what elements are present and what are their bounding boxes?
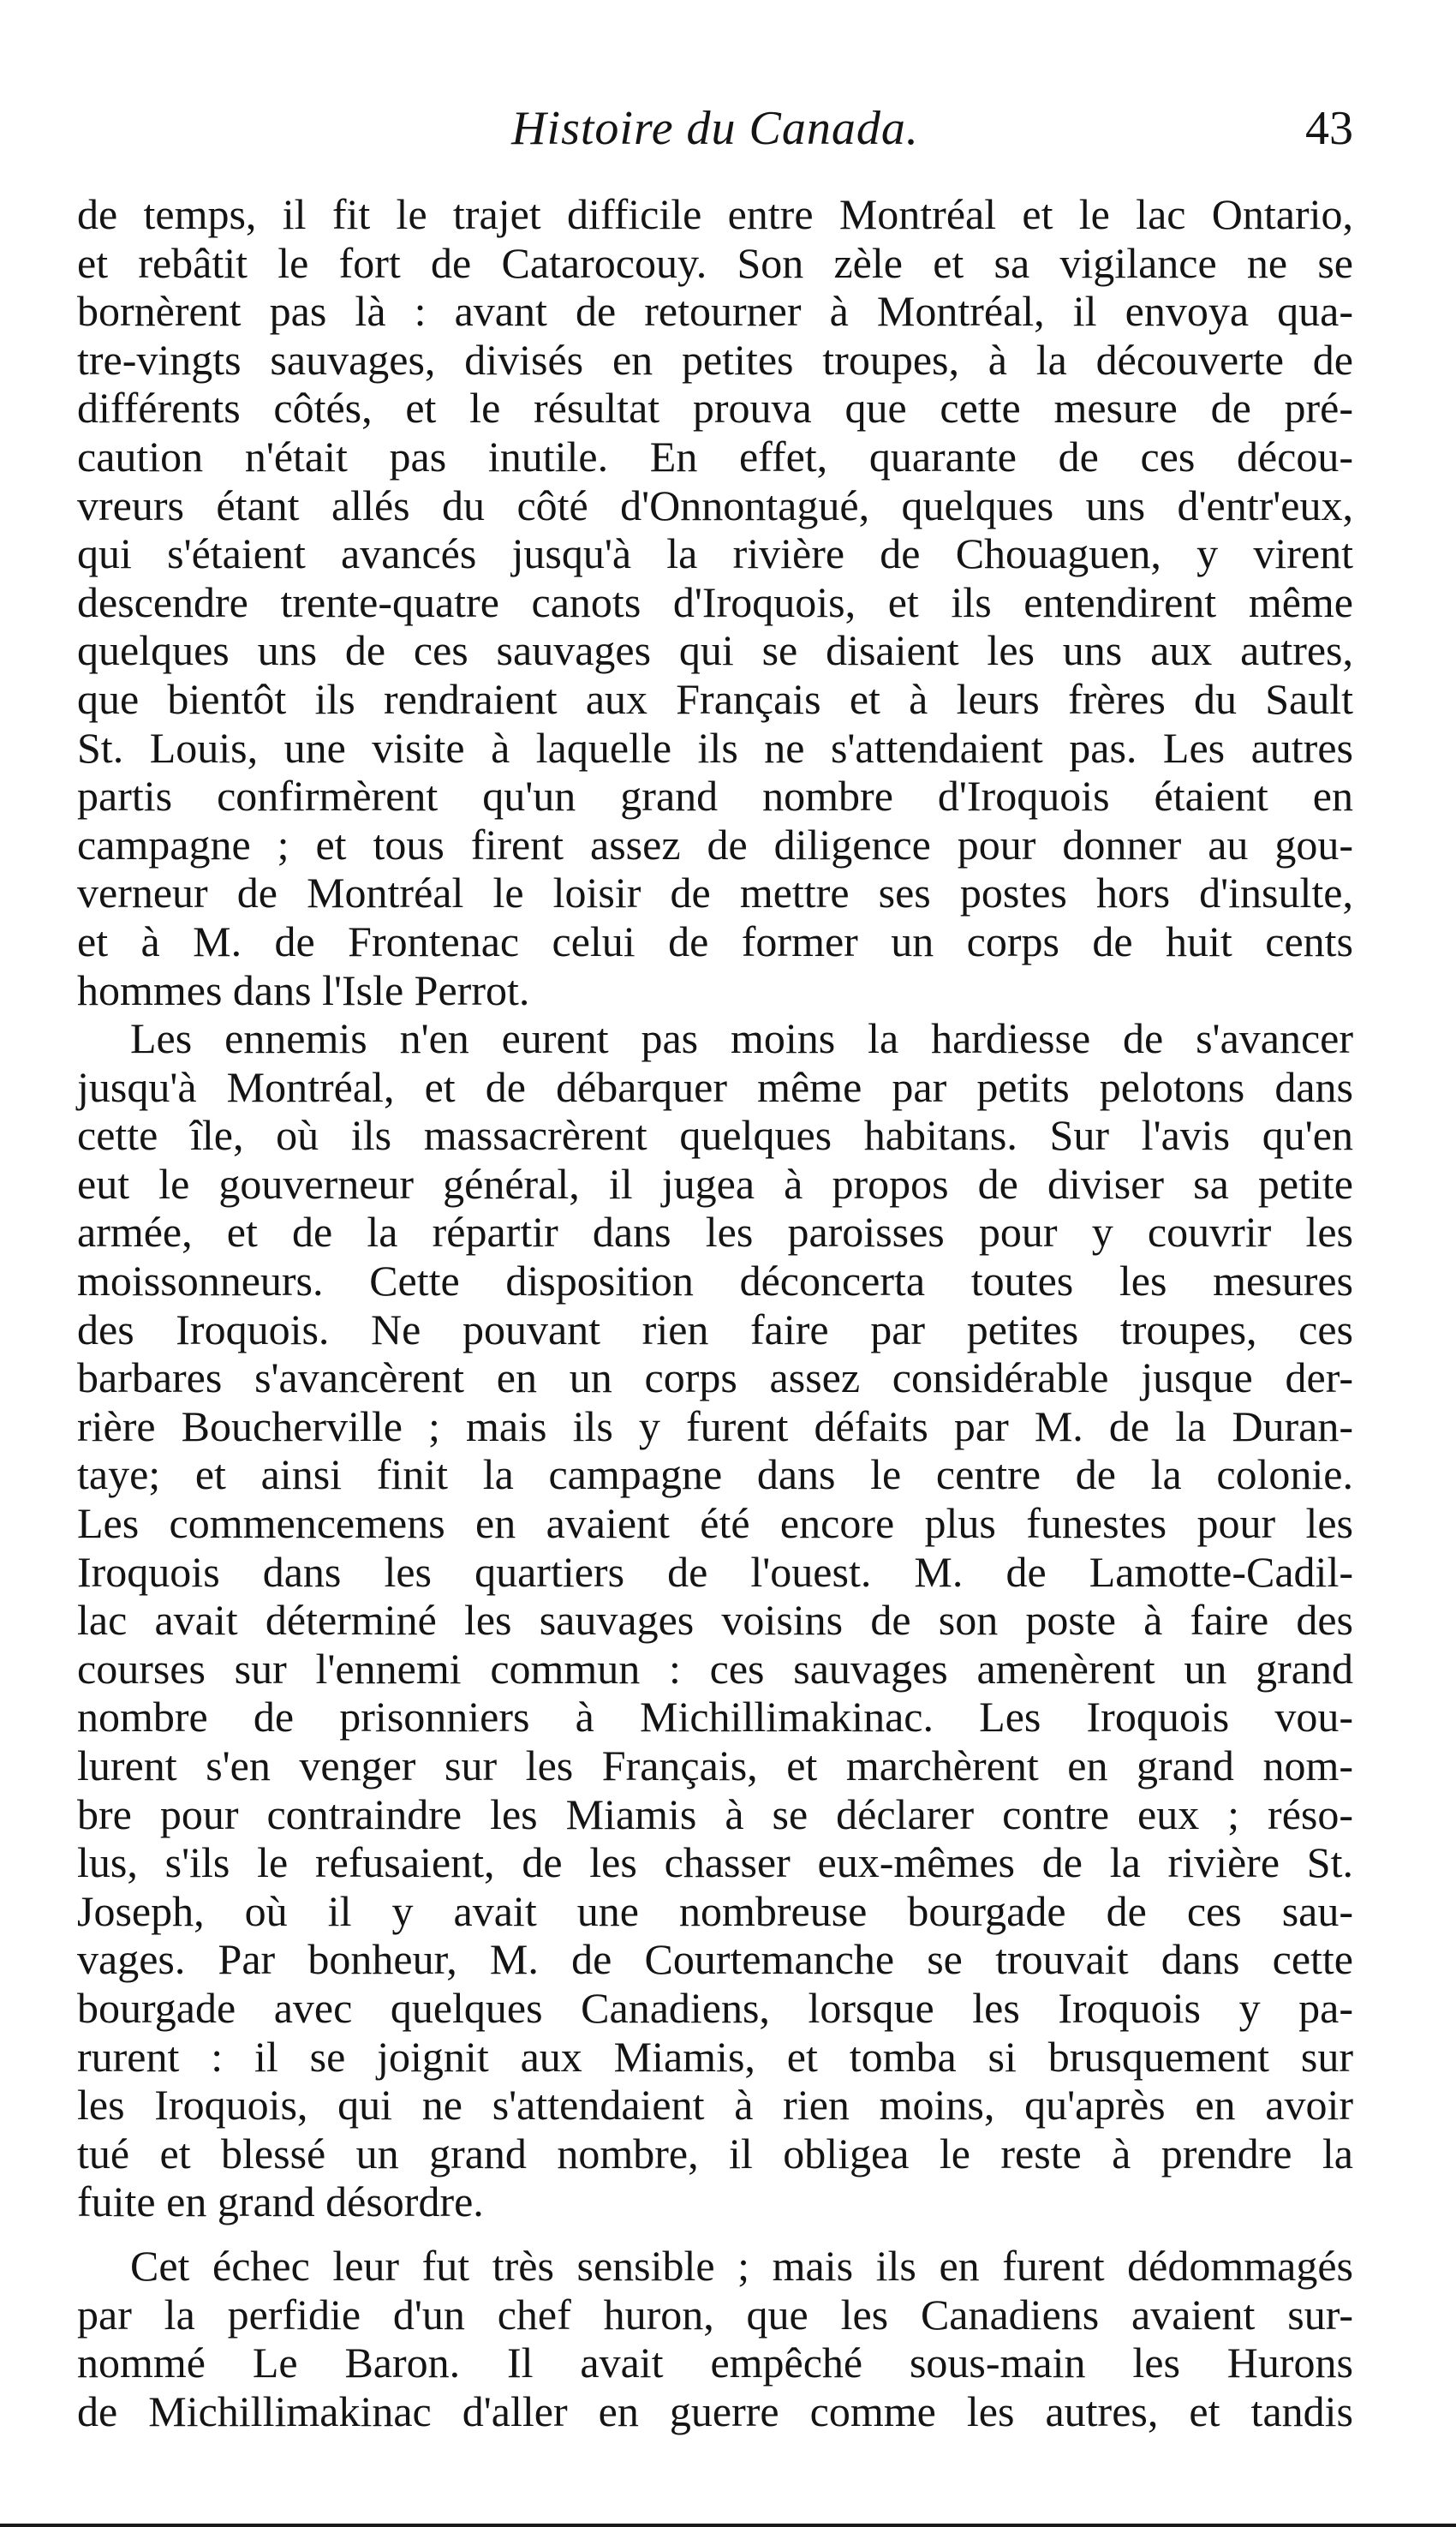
text-line: rurent : il se joignit aux Miamis, et tomba si brusquement sur bbox=[77, 2032, 1353, 2081]
text-line: vreurs étant allés du côté d'Onnontagué, quelques uns d'entr'eux, bbox=[77, 481, 1353, 529]
running-title: Histoire du Canada. bbox=[511, 102, 919, 155]
text-line: campagne ; et tous firent assez de diligence pour donner au gou- bbox=[77, 820, 1353, 869]
text-line: de Michillimakinac d'aller en guerre comme les autres, et tandis bbox=[77, 2387, 1353, 2435]
text-line: barbares s'avancèrent en un corps assez considérable jusque der- bbox=[77, 1353, 1353, 1402]
paragraph-gap bbox=[77, 2226, 1353, 2242]
text-line: jusqu'à Montréal, et de débarquer même par petits pelotons dans bbox=[77, 1062, 1353, 1111]
text-line: Iroquois dans les quartiers de l'ouest. M. de Lamotte-Cadil- bbox=[77, 1547, 1353, 1596]
paragraph bbox=[77, 190, 1353, 1014]
text-line: de temps, il fit le trajet difficile entre Montréal et le lac Ontario, bbox=[77, 190, 1353, 238]
text-line: bre pour contraindre les Miamis à se déclarer contre eux ; réso- bbox=[77, 1789, 1353, 1838]
text-line: moissonneurs. Cette disposition déconcerta toutes les mesures bbox=[77, 1257, 1353, 1305]
text-line: que bientôt ils rendraient aux Français et à leurs frères du Sault bbox=[77, 674, 1353, 723]
body-text bbox=[77, 190, 1353, 2435]
text-line: rière Boucherville ; mais ils y furent défaits par M. de la Duran- bbox=[77, 1401, 1353, 1450]
text-line: Les ennemis n'en eurent pas moins la hardiesse de s'avancer bbox=[130, 1014, 1353, 1063]
text-line: verneur de Montréal le loisir de mettre ses postes hors d'insulte, bbox=[77, 869, 1353, 917]
text-line: et à M. de Frontenac celui de former un corps de huit cents bbox=[77, 917, 1353, 965]
text-line: Joseph, où il y avait une nombreuse bourgade de ces sau- bbox=[77, 1886, 1353, 1935]
text-line: courses sur l'ennemi commun : ces sauvages amenèrent un grand bbox=[77, 1644, 1353, 1693]
text-line: St. Louis, une visite à laquelle ils ne s'attendaient pas. Les autres bbox=[77, 723, 1353, 772]
text-line: vages. Par bonheur, M. de Courtemanche se trouvait dans cette bbox=[77, 1935, 1353, 1984]
text-line: lus, s'ils le refusaient, de les chasser eux-mêmes de la rivière St. bbox=[77, 1838, 1353, 1887]
text-line: cette île, où ils massacrèrent quelques habitans. Sur l'avis qu'en bbox=[77, 1111, 1353, 1160]
page-edge-divider bbox=[0, 2524, 1456, 2527]
text-line: tué et blessé un grand nombre, il obligea le reste à prendre la bbox=[77, 2129, 1353, 2178]
text-line: lurent s'en venger sur les Français, et marchèrent en grand nom- bbox=[77, 1741, 1353, 1789]
text-line: hommes dans l'Isle Perrot. bbox=[77, 965, 530, 1014]
page-number: 43 bbox=[1305, 102, 1353, 155]
text-line: eut le gouverneur général, il jugea à propos de diviser sa petite bbox=[77, 1159, 1353, 1208]
text-line: les Iroquois, qui ne s'attendaient à rien moins, qu'après en avoir bbox=[77, 2081, 1353, 2130]
text-line: partis confirmèrent qu'un grand nombre d'Iroquois étaient en bbox=[77, 772, 1353, 821]
text-line: descendre trente-quatre canots d'Iroquois, et ils entendirent même bbox=[77, 577, 1353, 626]
paragraph bbox=[77, 2242, 1353, 2435]
running-head bbox=[77, 101, 1353, 170]
text-line: quelques uns de ces sauvages qui se disaient les uns aux autres, bbox=[77, 626, 1353, 675]
text-line: taye; et ainsi finit la campagne dans le centre de la colonie. bbox=[77, 1450, 1353, 1499]
text-line: nommé Le Baron. Il avait empêché sous-main les Hurons bbox=[77, 2339, 1353, 2387]
text-line: différents côtés, et le résultat prouva que cette mesure de pré- bbox=[77, 384, 1353, 433]
text-line: tre-vingts sauvages, divisés en petites troupes, à la découverte de bbox=[77, 335, 1353, 384]
text-line: bourgade avec quelques Canadiens, lorsque les Iroquois y pa- bbox=[77, 1983, 1353, 2032]
text-line: lac avait déterminé les sauvages voisins de son poste à faire des bbox=[77, 1596, 1353, 1645]
text-line: Les commencemens en avaient été encore plus funestes pour les bbox=[77, 1499, 1353, 1548]
text-line: fuite en grand désordre. bbox=[77, 2178, 484, 2226]
text-line: bornèrent pas là : avant de retourner à Montréal, il envoya qua- bbox=[77, 287, 1353, 336]
paragraph bbox=[77, 1014, 1353, 2226]
text-line: armée, et de la répartir dans les paroisses pour y couvrir les bbox=[77, 1208, 1353, 1257]
text-line: caution n'était pas inutile. En effet, quarante de ces décou- bbox=[77, 432, 1353, 481]
text-line: qui s'étaient avancés jusqu'à la rivière de Chouaguen, y virent bbox=[77, 529, 1353, 578]
text-line: des Iroquois. Ne pouvant rien faire par petites troupes, ces bbox=[77, 1305, 1353, 1353]
text-line: nombre de prisonniers à Michillimakinac. Les Iroquois vou- bbox=[77, 1693, 1353, 1741]
text-line: par la perfidie d'un chef huron, que les Canadiens avaient sur- bbox=[77, 2290, 1353, 2339]
text-line: et rebâtit le fort de Catarocouy. Son zèle et sa vigilance ne se bbox=[77, 238, 1353, 287]
text-line: Cet échec leur fut très sensible ; mais ils en furent dédommagés bbox=[130, 2241, 1353, 2290]
